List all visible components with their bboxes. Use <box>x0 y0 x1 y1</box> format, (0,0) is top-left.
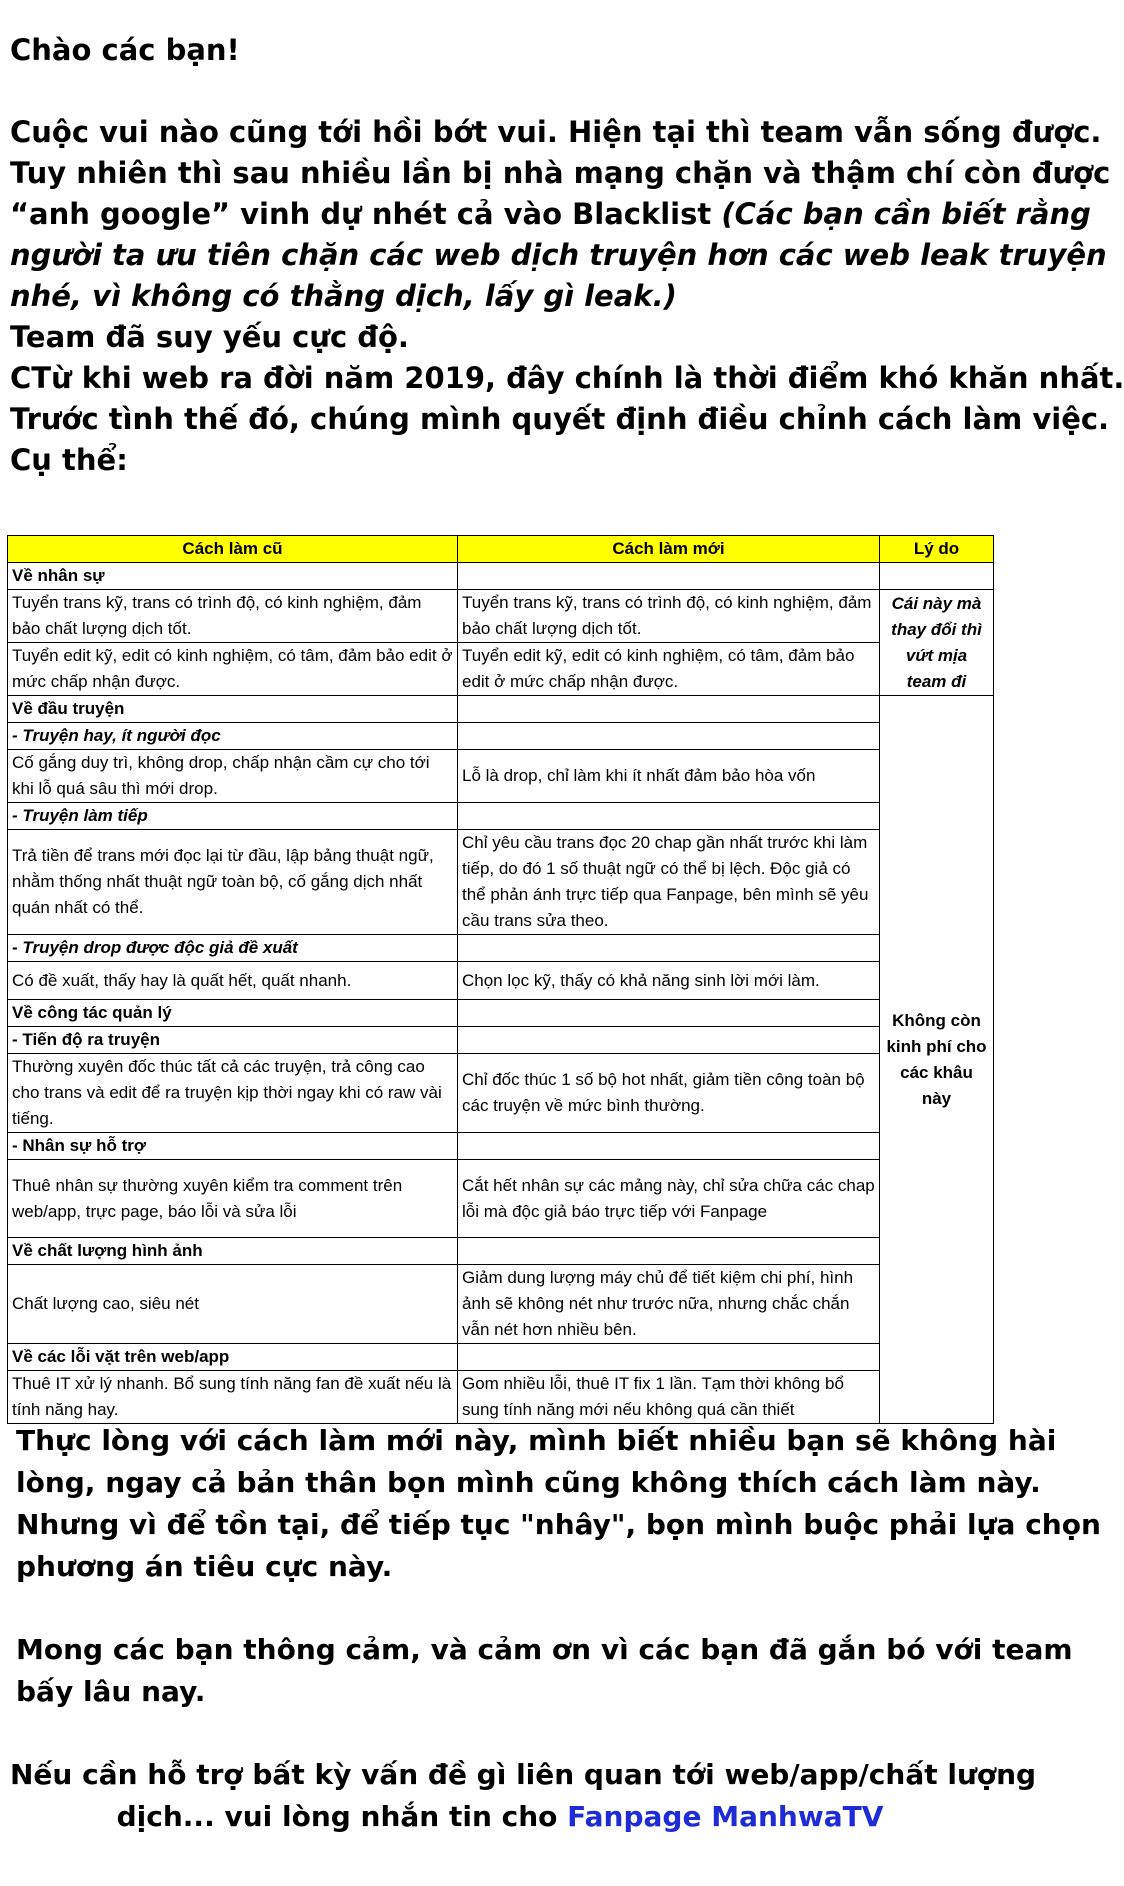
cell-old: Thường xuyên đốc thúc tất cả các truyện, trả công cao cho trans và edit để ra truyện kịp thời ngay khi có raw vài tiếng. <box>8 1054 458 1133</box>
table-row <box>8 696 994 723</box>
intro-text <box>10 30 1124 481</box>
greeting: Chào các bạn! <box>10 33 240 67</box>
table-row <box>8 1133 994 1160</box>
outro-line: Nhưng vì để tồn tại, để tiếp tục "nhây", bọn mình buộc phải lựa chọn <box>16 1508 1101 1541</box>
outro-line: phương án tiêu cực này. <box>16 1550 393 1583</box>
intro-line: Tuy nhiên thì sau nhiều lần bị nhà mạng chặn và thậm chí còn được <box>10 156 1111 190</box>
table-row <box>8 935 994 962</box>
cell-new: Chỉ đốc thúc 1 số bộ hot nhất, giảm tiền công toàn bộ các truyện về mức bình thường. <box>458 1054 880 1133</box>
cell-old: Tuyển trans kỹ, trans có trình độ, có kinh nghiệm, đảm bảo chất lượng dịch tốt. <box>8 590 458 643</box>
cell-new: Chọn lọc kỹ, thấy có khả năng sinh lời mới làm. <box>458 962 880 1000</box>
table-row <box>8 1371 994 1424</box>
fanpage-link[interactable]: Fanpage ManhwaTV <box>567 1800 884 1833</box>
cell-new: Chỉ yêu cầu trans đọc 20 chap gần nhất trước khi làm tiếp, do đó 1 số thuật ngữ có thể bị lệch. Độc giả có thể phản ánh trực tiếp qua Fanpage, bên mình sẽ yêu cầu trans sửa theo. <box>458 830 880 935</box>
reason-budget: Không còn kinh phí cho các khâu này <box>880 696 994 1424</box>
subsection-dropped-titles: - Truyện drop được độc giả đề xuất <box>8 935 458 962</box>
section-staff: Về nhân sự <box>8 563 458 590</box>
cell-old: Trả tiền để trans mới đọc lại từ đầu, lập bảng thuật ngữ, nhằm thống nhất thuật ngữ toàn bộ, cố gắng dịch nhất quán nhất có thể. <box>8 830 458 935</box>
cell-new: Giảm dung lượng máy chủ để tiết kiệm chi phí, hình ảnh sẽ không nét như trước nữa, nhưng chắc chắn vẫn nét hơn nhiều bên. <box>458 1265 880 1344</box>
cell-old: Thuê nhân sự thường xuyên kiểm tra comment trên web/app, trực page, báo lỗi và sửa lỗi <box>8 1160 458 1238</box>
cell-old: Tuyển edit kỹ, edit có kinh nghiệm, có tâm, đảm bảo edit ở mức chấp nhận được. <box>8 643 458 696</box>
contact-line: Nếu cần hỗ trợ bất kỳ vấn đề gì liên quan tới web/app/chất lượng <box>10 1758 1037 1791</box>
reason-staff: Cái này mà thay đổi thì vứt mịa team đi <box>880 590 994 696</box>
table-row <box>8 830 994 935</box>
table-row <box>8 962 994 1000</box>
change-table <box>7 535 994 1424</box>
table-row <box>8 1238 994 1265</box>
intro-line: Team đã suy yếu cực độ. <box>10 320 409 354</box>
header-old: Cách làm cũ <box>8 536 458 563</box>
intro-line: Cuộc vui nào cũng tới hồi bớt vui. Hiện tại thì team vẫn sống được. <box>10 115 1102 149</box>
table-row <box>8 1344 994 1371</box>
cell-old: Cố gắng duy trì, không drop, chấp nhận cầm cự cho tới khi lỗ quá sâu thì mới drop. <box>8 750 458 803</box>
outro-line: Mong các bạn thông cảm, và cảm ơn vì các bạn đã gắn bó với team <box>16 1633 1073 1666</box>
contact-text <box>10 1754 1037 1838</box>
intro-line-italic: nhé, vì không có thằng dịch, lấy gì leak.) <box>10 279 677 313</box>
header-reason: Lý do <box>880 536 994 563</box>
cell-new: Gom nhiều lỗi, thuê IT fix 1 lần. Tạm thời không bổ sung tính năng mới nếu không quá cần thiết <box>458 1371 880 1424</box>
cell-old: Chất lượng cao, siêu nét <box>8 1265 458 1344</box>
table-row <box>8 750 994 803</box>
table-row <box>8 1265 994 1344</box>
outro-line: Thực lòng với cách làm mới này, mình biết nhiều bạn sẽ không hài <box>16 1424 1057 1457</box>
table-header-row <box>8 536 994 563</box>
table-row <box>8 1054 994 1133</box>
cell-new: Tuyển trans kỹ, trans có trình độ, có kinh nghiệm, đảm bảo chất lượng dịch tốt. <box>458 590 880 643</box>
intro-line <box>10 194 1091 235</box>
cell-new: Lỗ là drop, chỉ làm khi ít nhất đảm bảo hòa vốn <box>458 750 880 803</box>
table-row <box>8 1160 994 1238</box>
cell-new: Tuyển edit kỹ, edit có kinh nghiệm, có tâm, đảm bảo edit ở mức chấp nhận được. <box>458 643 880 696</box>
outro-line: bấy lâu nay. <box>16 1675 206 1708</box>
table-row <box>8 643 994 696</box>
intro-line: Trước tình thế đó, chúng mình quyết định điều chỉnh cách làm việc. <box>10 402 1110 436</box>
section-titles: Về đầu truyện <box>8 696 458 723</box>
intro-line-italic: người ta ưu tiên chặn các web dịch truyện hơn các web leak truyện <box>10 238 1107 272</box>
intro-line: CTừ khi web ra đời năm 2019, đây chính là thời điểm khó khăn nhất. <box>10 361 1124 395</box>
contact-line-part: dịch... vui lòng nhắn tin cho <box>116 1800 568 1833</box>
section-image: Về chất lượng hình ảnh <box>8 1238 458 1265</box>
cell-old: Thuê IT xử lý nhanh. Bổ sung tính năng fan đề xuất nếu là tính năng hay. <box>8 1371 458 1424</box>
table-row <box>8 590 994 643</box>
subsection-continue-titles: - Truyện làm tiếp <box>8 803 458 830</box>
subsection-support: - Nhân sự hỗ trợ <box>8 1133 458 1160</box>
intro-line-part: “anh google” vinh dự nhét cả vào Blacklist <box>10 197 722 231</box>
header-new: Cách làm mới <box>458 536 880 563</box>
outro-line: lòng, ngay cả bản thân bọn mình cũng không thích cách làm này. <box>16 1466 1041 1499</box>
subsection-good-titles: - Truyện hay, ít người đọc <box>8 723 458 750</box>
cell-old: Có đề xuất, thấy hay là quất hết, quất nhanh. <box>8 962 458 1000</box>
table-row <box>8 1000 994 1027</box>
table-row <box>8 723 994 750</box>
section-bugs: Về các lỗi vặt trên web/app <box>8 1344 458 1371</box>
table-row <box>8 1027 994 1054</box>
cell-new: Cắt hết nhân sự các mảng này, chỉ sửa chữa các chap lỗi mà độc giả báo trực tiếp với Fanpage <box>458 1160 880 1238</box>
subsection-progress: - Tiến độ ra truyện <box>8 1027 458 1054</box>
intro-line-italic: (Các bạn cần biết rằng <box>721 197 1091 231</box>
table-row <box>8 563 994 590</box>
section-management: Về công tác quản lý <box>8 1000 458 1027</box>
contact-line <box>10 1796 990 1838</box>
outro-text <box>16 1420 1101 1713</box>
intro-line: Cụ thể: <box>10 443 128 477</box>
table-row <box>8 803 994 830</box>
